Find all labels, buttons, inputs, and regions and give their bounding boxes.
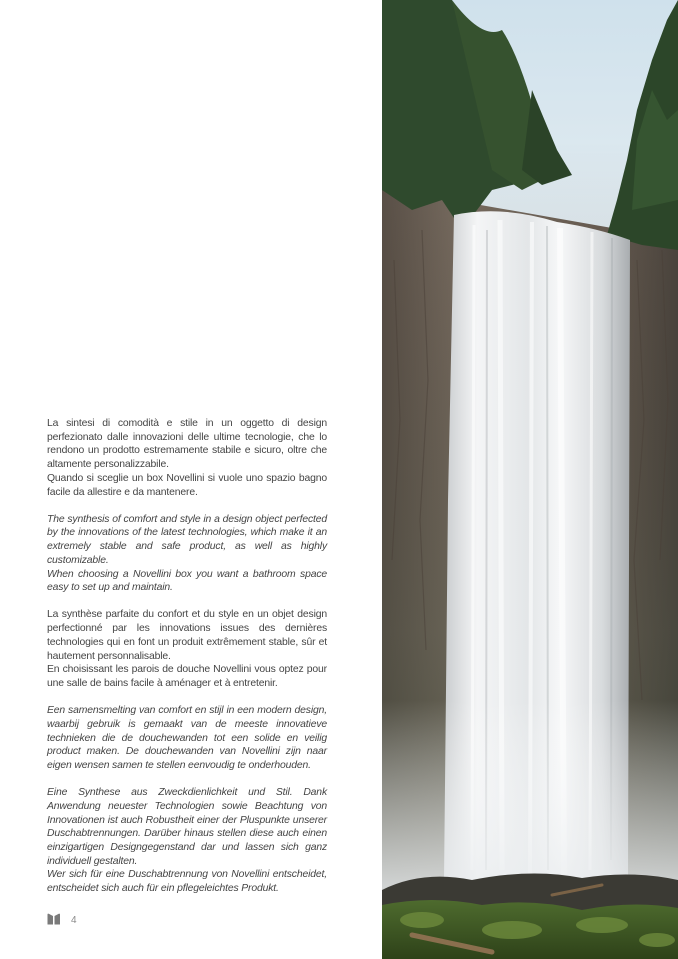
novellini-logo-icon xyxy=(47,913,61,928)
paragraph-line: La sintesi di comodità e stile in un oggetto di design perfezionato dalle innovazioni delle ultime tecnologie, che lo rendono un prodotto estremamente stabile e sicuro, oltre che altamente personalizzabile. xyxy=(47,418,327,471)
paragraph-italian xyxy=(47,417,327,499)
paragraph-line: Quando si sceglie un box Novellini si vuole uno spazio bagno facile da allestire e da mantenere. xyxy=(47,472,327,498)
paragraph-line: La synthèse parfaite du confort et du style en un objet design perfectionné par les innovations issues des dernières technologies qui en font un produit extrêmement stable, sûr et hautement personnalisable. xyxy=(47,609,327,662)
paragraph-line: Wer sich für eine Duschabtrennung von Novellini entscheidet, entscheidet sich auch für ein pflegeleichtes Produkt. xyxy=(47,869,327,895)
paragraph-line: En choisissant les parois de douche Novellini vous optez pour une salle de bains facile à aménager et à entretenir. xyxy=(47,664,327,689)
page-footer xyxy=(47,912,77,928)
page-number: 4 xyxy=(71,914,77,926)
paragraph-line: Eine Synthese aus Zweckdienlichkeit und Stil. Dank Anwendung neuester Technologien sowie Beachtung von Innovationen ist auch Robustheit einer der Pluspunkte unserer Duschabtrennungen. Darüber hinaus stellen diese auch einen einzigartigen Designgegenstand dar und lassen sich ganz individuell gestalten. xyxy=(47,787,327,867)
paragraph-dutch xyxy=(47,704,327,773)
paragraph-line: Een samensmelting van comfort en stijl in een modern design, waarbij gebruik is gemaakt van de meeste innovatieve technieken die de douchewanden tot een solide en veilig product maken. De douchewanden van Novellini zijn naar eigen wensen samen te stellen eenvoudig te onderhouden. xyxy=(47,705,327,771)
paragraph-line: The synthesis of comfort and style in a design object perfected by the innovations of the latest technologies, which make it an extremely stable and safe product, as well as highly customizable. xyxy=(47,513,327,566)
body-text-column xyxy=(47,417,327,909)
paragraph-french xyxy=(47,608,327,690)
paragraph-english xyxy=(47,513,327,595)
paragraph-line: When choosing a Novellini box you want a bathroom space easy to set up and maintain. xyxy=(47,568,327,594)
paragraph-german xyxy=(47,786,327,896)
waterfall-photo xyxy=(382,0,678,959)
